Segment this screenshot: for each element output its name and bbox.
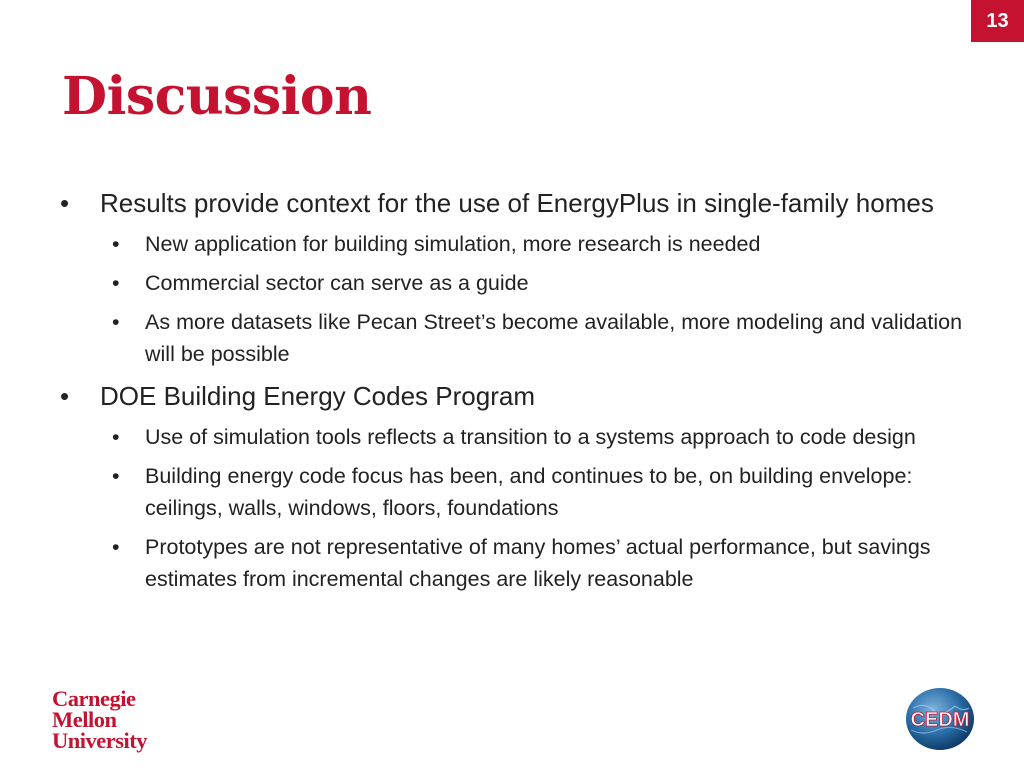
cmu-logo-line: Carnegie [52,686,136,711]
cmu-logo-line: University [52,728,147,753]
cedm-globe-logo [903,686,977,752]
slide-number-badge: 13 [971,0,1024,42]
slide-title: Discussion [62,66,372,127]
sub-bullet-item: • As more datasets like Pecan Street’s become available, more modeling and validation will be possible [145,306,985,370]
bullet-item: • Results provide context for the use of EnergyPlus in single-family homes [100,185,940,221]
sub-bullet-item: • Building energy code focus has been, and continues to be, on building envelope: ceilings, walls, windows, floors, foundations [145,460,985,524]
bullet-item: • DOE Building Energy Codes Program [100,378,940,414]
bullet-list [0,185,1024,595]
sub-bullet-item: • New application for building simulation, more research is needed [145,228,985,260]
sub-bullet-item: • Commercial sector can serve as a guide [145,267,985,299]
cmu-logo-line: Mellon [52,707,117,732]
sub-bullet-item: • Prototypes are not representative of many homes’ actual performance, but savings estimates from incremental changes are likely reasonable [145,531,985,595]
cmu-logo [52,688,147,751]
sub-bullet-item: • Use of simulation tools reflects a transition to a systems approach to code design [145,421,985,453]
cedm-logo-text: CEDM [910,709,970,731]
